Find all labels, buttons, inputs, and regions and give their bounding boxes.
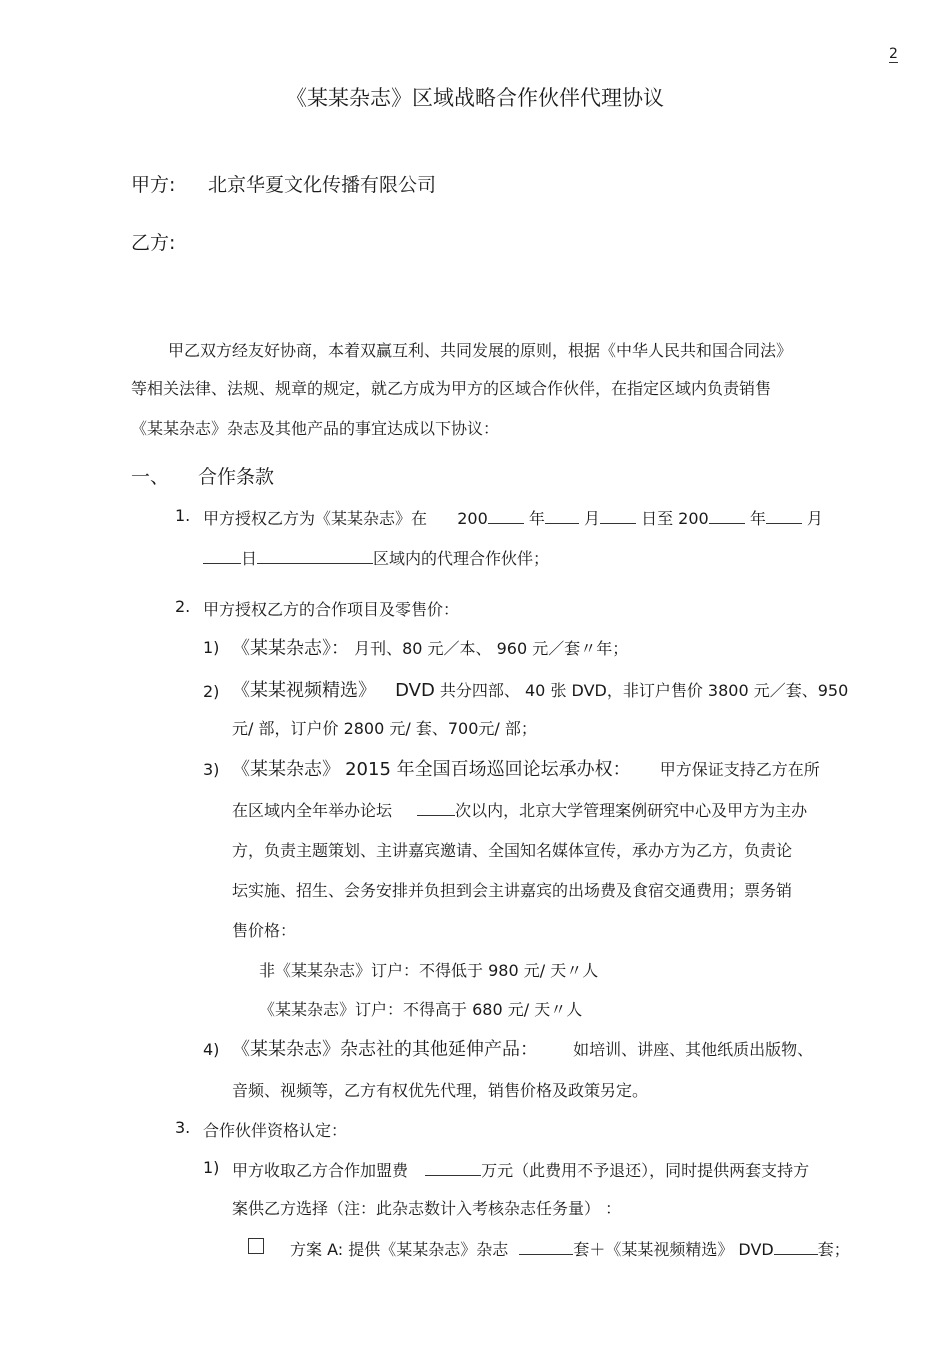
sub-2-line-2: 元/ 部，订户价 2800 元/ 套、700元/ 部；	[232, 719, 537, 738]
party-a-name: 北京华夏文化传播有限公司	[208, 174, 437, 196]
intro-line-3: 《某某杂志》杂志及其他产品的事宜达成以下协议：	[131, 419, 500, 438]
option-a-text-b: 套＋《某某视频精选》 DVD	[573, 1240, 774, 1259]
sub-1-line	[232, 634, 628, 660]
day-end-blank	[203, 547, 241, 564]
item-1-line-1	[203, 506, 823, 529]
sub-3-number: 3)	[203, 760, 220, 779]
sub-1-name: 《某某杂志》：	[232, 638, 349, 659]
item-1-line-2	[203, 546, 549, 569]
sub-3-text: 甲方保证支持乙方在所	[659, 760, 820, 779]
item-1-number: 1.	[175, 506, 191, 525]
sub-3-line-4: 坛实施、招生、会务安排并负担到会主讲嘉宾的出场费及食宿交通费用；票务销	[232, 881, 793, 900]
sub-4-number: 4)	[203, 1040, 220, 1059]
sub-3-line-5: 售价格：	[232, 921, 297, 940]
forum-count-blank	[417, 799, 455, 816]
option-a-text-c: 套；	[817, 1240, 850, 1259]
price-subscriber: 《某某杂志》订户：不得高于 680 元/ 天〃人	[259, 1000, 583, 1019]
price-non-subscriber: 非《某某杂志》订户：不得低于 980 元/ 天〃人	[259, 961, 599, 980]
year-start-blank	[488, 507, 524, 524]
year-end-blank	[709, 507, 745, 524]
sub-3-line-1	[232, 755, 820, 781]
sub-3-line-3: 方，负责主题策划、主讲嘉宾邀请、全国知名媒体宣传，承办方为乙方，负责论	[232, 841, 793, 860]
option-a-checkbox[interactable]	[248, 1238, 264, 1258]
sub-2-name: 《某某视频精选》	[232, 680, 376, 701]
sub-3-1-number: 1)	[203, 1158, 220, 1177]
item-1-year-start-prefix: 200	[457, 509, 488, 528]
section-number: 一、	[131, 466, 170, 488]
option-a-magazine-blank	[519, 1238, 573, 1255]
month-start-blank	[545, 507, 579, 524]
sub-3-1-line-2: 案供乙方选择（注：此杂志数计入考核杂志任务量） ：	[232, 1199, 622, 1218]
item-2-number: 2.	[175, 597, 191, 616]
sub-2-number: 2)	[203, 682, 220, 701]
option-a-text-a: 方案 A: 提供《某某杂志》杂志	[290, 1240, 509, 1259]
month-end-blank	[766, 507, 802, 524]
nian-label: 年	[528, 509, 545, 528]
sub-3-line-2	[232, 798, 807, 821]
nian-label-2: 年	[749, 509, 766, 528]
ri-label: 日	[241, 549, 258, 568]
sub-4-line-2: 音频、视频等，乙方有权优先代理，销售价格及政策另定。	[232, 1081, 649, 1100]
section-title: 合作条款	[198, 466, 275, 488]
region-blank	[257, 547, 373, 564]
yue-label: 月	[583, 509, 600, 528]
sub-3-1-line-1	[232, 1158, 809, 1181]
sub-4-text: 如培训、讲座、其他纸质出版物、	[573, 1040, 814, 1059]
party-a-label: 甲方:	[131, 174, 176, 196]
sub-2-text: 共分四部、 40 张 DVD，非订户售价 3800 元／套、950	[439, 681, 849, 700]
sub-2-dvd: DVD	[395, 680, 435, 701]
ri-zhi-label: 日至	[641, 509, 674, 528]
item-1-text: 甲方授权乙方为《某某杂志》在	[203, 509, 428, 528]
document-title: 《某某杂志》区域战略合作伙伴代理协议	[286, 86, 664, 110]
page-number: 2	[889, 46, 898, 62]
item-3-number: 3.	[175, 1118, 191, 1137]
item-3-text: 合作伙伴资格认定：	[203, 1121, 348, 1140]
sub-3-line-2b: 次以内，北京大学管理案例研究中心及甲方为主办	[455, 801, 808, 820]
option-a-dvd-blank	[774, 1238, 818, 1255]
item-2-text: 甲方授权乙方的合作项目及零售价：	[203, 600, 460, 619]
sub-3-name: 《某某杂志》	[232, 759, 340, 780]
sub-2-line	[232, 676, 848, 702]
sub-3-line-2a: 在区域内全年举办论坛	[232, 801, 393, 820]
party-b-label: 乙方:	[131, 232, 176, 254]
intro-line-1: 甲乙双方经友好协商，本着双赢互利、共同发展的原则，根据《中华人民共和国合同法》	[168, 341, 793, 360]
sub-3-1-b: 万元（此费用不予退还），同时提供两套支持方	[481, 1161, 810, 1180]
option-a-line	[290, 1237, 850, 1260]
item-1-suffix: 区域内的代理合作伙伴；	[373, 549, 550, 568]
sub-1-text: 月刊、80 元／本、 960 元／套〃年；	[354, 639, 629, 658]
sub-4-name: 《某某杂志》杂志社的其他延伸产品：	[232, 1039, 538, 1060]
sub-1-number: 1)	[203, 638, 220, 657]
fee-blank	[425, 1159, 481, 1176]
sub-3-bold: 2015 年全国百场巡回论坛承办权：	[345, 759, 631, 780]
item-1-year-end-prefix: 200	[678, 509, 709, 528]
yue-label-2: 月	[806, 509, 823, 528]
day-start-blank	[600, 507, 636, 524]
intro-line-2: 等相关法律、法规、规章的规定，就乙方成为甲方的区域合作伙伴，在指定区域内负责销售	[131, 379, 772, 398]
sub-3-1-a: 甲方收取乙方合作加盟费	[232, 1161, 409, 1180]
sub-4-line-1	[232, 1035, 813, 1061]
